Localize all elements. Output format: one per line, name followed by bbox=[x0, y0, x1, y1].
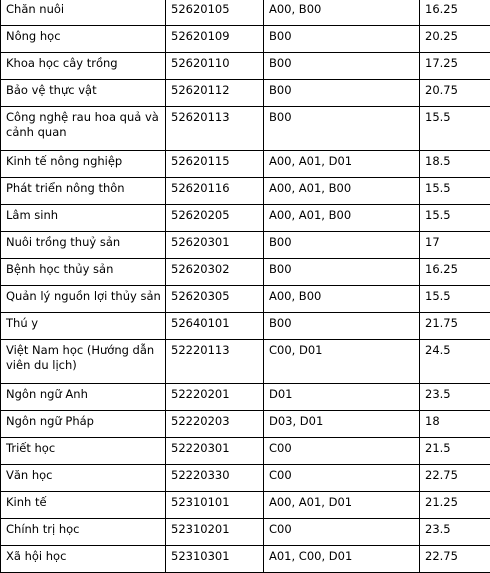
major-code-cell: 52310301 bbox=[166, 546, 264, 573]
score-cell: 21.5 bbox=[420, 438, 490, 465]
major-name-cell: Nuôi trồng thuỷ sản bbox=[1, 232, 166, 259]
table-row bbox=[1, 438, 490, 465]
score-cell: 20.75 bbox=[420, 80, 490, 107]
major-name-cell: Kinh tế bbox=[1, 492, 166, 519]
score-cell: 18.5 bbox=[420, 151, 490, 178]
major-code-cell: 52220301 bbox=[166, 438, 264, 465]
major-name-cell: Kinh tế nông nghiệp bbox=[1, 151, 166, 178]
major-code-cell: 52620112 bbox=[166, 80, 264, 107]
subject-blocks-cell: C00 bbox=[264, 519, 420, 546]
table-row bbox=[1, 53, 490, 80]
table-row bbox=[1, 546, 490, 573]
score-cell: 15.5 bbox=[420, 205, 490, 232]
score-cell: 20.25 bbox=[420, 26, 490, 53]
major-code-cell: 52620305 bbox=[166, 286, 264, 313]
subject-blocks-cell: B00 bbox=[264, 313, 420, 340]
score-cell: 21.25 bbox=[420, 492, 490, 519]
table-row bbox=[1, 313, 490, 340]
major-name-cell: Ngôn ngữ Pháp bbox=[1, 411, 166, 438]
table-body bbox=[1, 0, 490, 573]
score-cell: 17 bbox=[420, 232, 490, 259]
major-code-cell: 52220113 bbox=[166, 340, 264, 384]
score-cell: 22.75 bbox=[420, 465, 490, 492]
table-row bbox=[1, 151, 490, 178]
score-cell: 15.5 bbox=[420, 178, 490, 205]
major-name-cell: Triết học bbox=[1, 438, 166, 465]
major-name-cell: Văn học bbox=[1, 465, 166, 492]
major-code-cell: 52620105 bbox=[166, 0, 264, 26]
score-cell: 23.5 bbox=[420, 519, 490, 546]
table-row bbox=[1, 0, 490, 26]
table-row bbox=[1, 340, 490, 384]
subject-blocks-cell: B00 bbox=[264, 80, 420, 107]
table-row bbox=[1, 411, 490, 438]
major-code-cell: 52220330 bbox=[166, 465, 264, 492]
major-code-cell: 52620301 bbox=[166, 232, 264, 259]
subject-blocks-cell: C00 bbox=[264, 465, 420, 492]
table-row bbox=[1, 80, 490, 107]
major-code-cell: 52620302 bbox=[166, 259, 264, 286]
score-cell: 23.5 bbox=[420, 384, 490, 411]
subject-blocks-cell: A00, A01, D01 bbox=[264, 492, 420, 519]
major-name-cell: Việt Nam học (Hướng dẫn viên du lịch) bbox=[1, 340, 166, 384]
subject-blocks-cell: A00, B00 bbox=[264, 0, 420, 26]
major-code-cell: 52620116 bbox=[166, 178, 264, 205]
table-row bbox=[1, 492, 490, 519]
subject-blocks-cell: B00 bbox=[264, 53, 420, 80]
score-cell: 15.5 bbox=[420, 286, 490, 313]
major-name-cell: Quản lý nguồn lợi thủy sản bbox=[1, 286, 166, 313]
major-name-cell: Chăn nuôi bbox=[1, 0, 166, 26]
major-code-cell: 52640101 bbox=[166, 313, 264, 340]
major-code-cell: 52620109 bbox=[166, 26, 264, 53]
major-name-cell: Khoa học cây trồng bbox=[1, 53, 166, 80]
major-code-cell: 52220203 bbox=[166, 411, 264, 438]
score-cell: 16.25 bbox=[420, 259, 490, 286]
subject-blocks-cell: B00 bbox=[264, 232, 420, 259]
score-cell: 18 bbox=[420, 411, 490, 438]
major-name-cell: Ngôn ngữ Anh bbox=[1, 384, 166, 411]
subject-blocks-cell: A01, C00, D01 bbox=[264, 546, 420, 573]
subject-blocks-cell: B00 bbox=[264, 107, 420, 151]
major-code-cell: 52220201 bbox=[166, 384, 264, 411]
subject-blocks-cell: A00, A01, B00 bbox=[264, 178, 420, 205]
subject-blocks-cell: A00, A01, B00 bbox=[264, 205, 420, 232]
major-name-cell: Bảo vệ thực vật bbox=[1, 80, 166, 107]
table-row bbox=[1, 178, 490, 205]
table-row bbox=[1, 232, 490, 259]
score-cell: 22.75 bbox=[420, 546, 490, 573]
major-code-cell: 52620113 bbox=[166, 107, 264, 151]
score-cell: 21.75 bbox=[420, 313, 490, 340]
subject-blocks-cell: B00 bbox=[264, 259, 420, 286]
table-row bbox=[1, 286, 490, 313]
major-name-cell: Thú y bbox=[1, 313, 166, 340]
major-code-cell: 52620110 bbox=[166, 53, 264, 80]
subject-blocks-cell: A00, B00 bbox=[264, 286, 420, 313]
major-name-cell: Chính trị học bbox=[1, 519, 166, 546]
major-code-cell: 52310201 bbox=[166, 519, 264, 546]
major-name-cell: Phát triển nông thôn bbox=[1, 178, 166, 205]
major-name-cell: Công nghệ rau hoa quả và cảnh quan bbox=[1, 107, 166, 151]
subject-blocks-cell: C00, D01 bbox=[264, 340, 420, 384]
subject-blocks-cell: B00 bbox=[264, 26, 420, 53]
table-row bbox=[1, 26, 490, 53]
table-row bbox=[1, 384, 490, 411]
subject-blocks-cell: A00, A01, D01 bbox=[264, 151, 420, 178]
major-code-cell: 52310101 bbox=[166, 492, 264, 519]
subject-blocks-cell: C00 bbox=[264, 438, 420, 465]
score-cell: 24.5 bbox=[420, 340, 490, 384]
score-cell: 16.25 bbox=[420, 0, 490, 26]
table-row bbox=[1, 519, 490, 546]
table-row bbox=[1, 107, 490, 151]
subject-blocks-cell: D03, D01 bbox=[264, 411, 420, 438]
major-code-cell: 52620115 bbox=[166, 151, 264, 178]
major-name-cell: Bệnh học thủy sản bbox=[1, 259, 166, 286]
score-cell: 15.5 bbox=[420, 107, 490, 151]
major-name-cell: Nông học bbox=[1, 26, 166, 53]
table-row bbox=[1, 259, 490, 286]
score-cell: 17.25 bbox=[420, 53, 490, 80]
table-row bbox=[1, 465, 490, 492]
table-row bbox=[1, 205, 490, 232]
subject-blocks-cell: D01 bbox=[264, 384, 420, 411]
major-name-cell: Lâm sinh bbox=[1, 205, 166, 232]
major-code-cell: 52620205 bbox=[166, 205, 264, 232]
major-name-cell: Xã hội học bbox=[1, 546, 166, 573]
